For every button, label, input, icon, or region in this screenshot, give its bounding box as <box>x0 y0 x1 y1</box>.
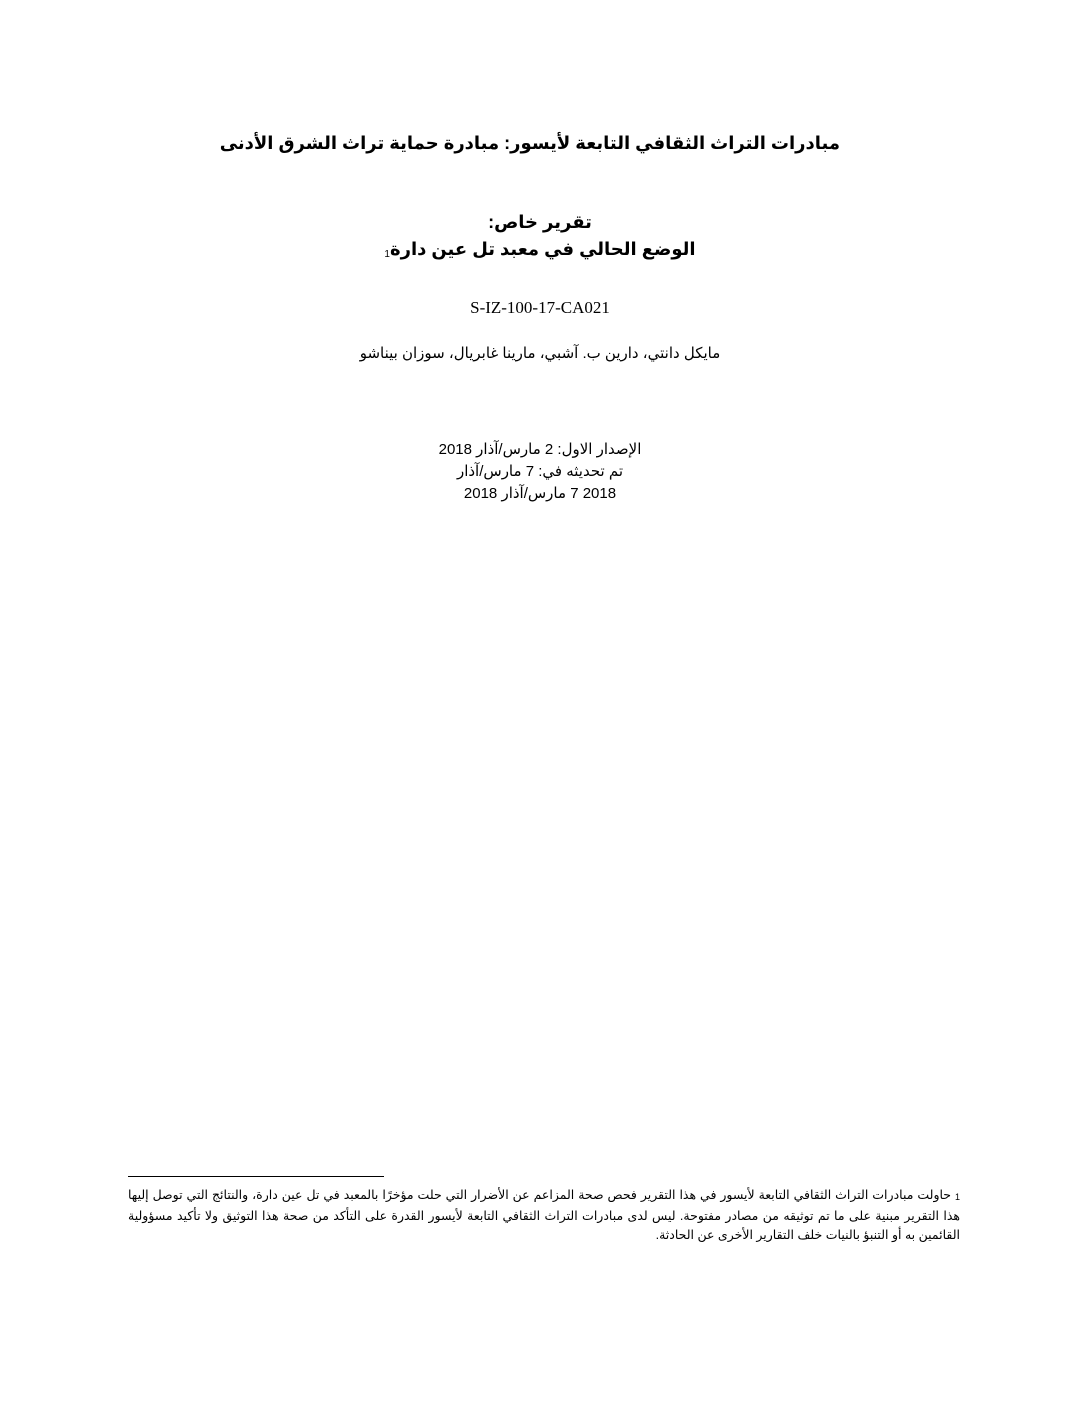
updated-label: تم تحديثه في: 7 مارس/آذار <box>456 463 624 480</box>
first-release-date: الإصدار الاول: 2 مارس/آذار 2018 <box>438 441 642 458</box>
authors: مايكل دانتي، دارين ب. آشبي، مارينا غابريال، سوزان بيناشو <box>359 345 721 362</box>
main-title-text: مبادرات التراث الثقافي التابعة لأيسور: مبادرة حماية تراث الشرق الأدنى <box>219 133 840 153</box>
report-heading <box>240 209 840 268</box>
report-subtitle: الوضع الحالي في معبد تل عين دارة <box>389 239 696 259</box>
footnote-text: حاولت مبادرات التراث الثقافي التابعة لأيسور في هذا التقرير فحص صحة المزاعم عن الأضرار التي حلت مؤخرًا بالمعبد في تل عين دارة، والنتائج التي توصل إليها هذا التقرير مبنية على ما تم توثيقه من مصادر مفتوحة. ليس لدى مبادرات التراث الثقافي التابعة لأيسور القدرة على التأكد من صحة هذا التوثيق ولا تأكيد مسؤولية القائمين به أو التنبؤ بالنيات خلف التقارير الأخرى عن الحادثة. <box>128 1188 960 1242</box>
footnote-marker: 1 <box>954 1192 960 1202</box>
footnote <box>128 1186 960 1245</box>
updated-date: 2018 7 مارس/آذار 2018 <box>463 485 617 502</box>
footnote-reference[interactable]: 1 <box>384 249 390 260</box>
footnote-divider <box>128 1176 384 1177</box>
report-label: تقرير خاص: <box>488 212 592 232</box>
release-dates <box>390 439 690 505</box>
report-subtitle-line <box>240 236 840 268</box>
main-title <box>219 131 840 155</box>
report-code: S-IZ-100-17-CA021 <box>470 298 610 317</box>
